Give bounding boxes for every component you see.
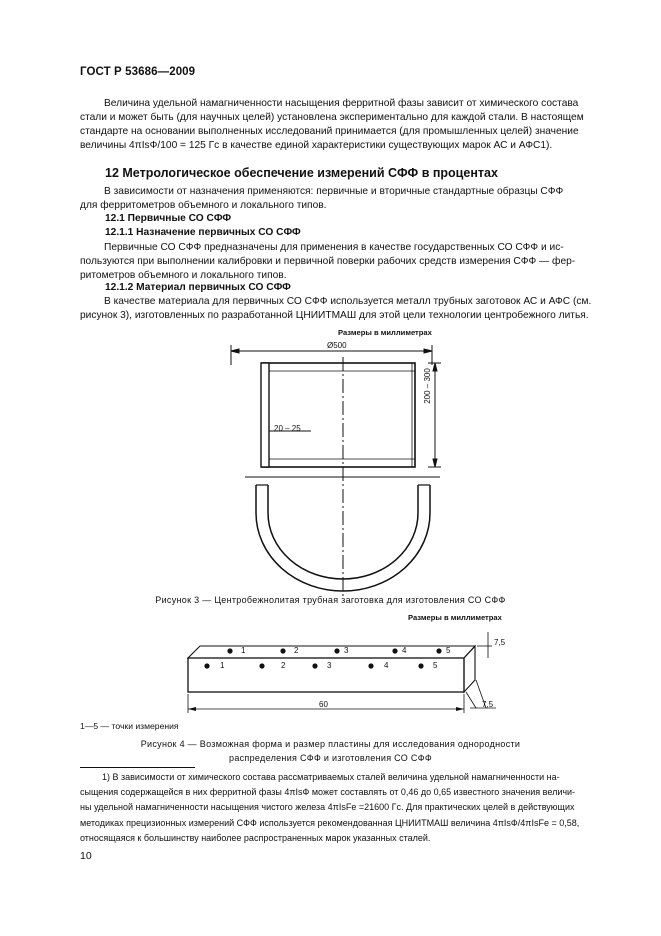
section-title: 12 Метрологическое обеспечение измерений СФФ в процентах: [105, 166, 498, 180]
text-line: пользуются при выполнении калибровки и первичной поверки рабочих средств измерения СФФ — фер-: [80, 256, 576, 267]
figure4-legend: 1—5 — точки измерения: [80, 721, 179, 731]
measure-point-dot: [204, 663, 209, 668]
text-line: В качестве материала для первичных СО СФФ используется металл трубных заготовок АС и АФС (см.: [104, 296, 592, 307]
measure-point-dot: [368, 663, 373, 668]
measure-point-dot: [227, 648, 232, 653]
point-label: 4: [384, 661, 389, 670]
text-line: рисунок 3), изготовленных по разработанной ЦНИИТМАШ для этой цели технологии центробежного литья.: [80, 310, 589, 321]
footnote-line: ны удельной намагниченности насыщения чистого железа 4πIsFe =21600 Гс. Для практических целей в действующих: [80, 802, 575, 813]
point-label: 5: [446, 646, 451, 655]
plate-length-label: 60: [319, 700, 328, 709]
paragraph-primary-purpose: [80, 241, 585, 283]
footnote-line: 1) В зависимости от химического состава рассматриваемых сталей величина удельной намагниченности на-: [102, 772, 560, 782]
figure4-plate-drawing: [180, 628, 500, 714]
height-label: 200 – 300: [423, 368, 432, 404]
point-label: 1: [220, 661, 225, 670]
measure-point-dot: [259, 663, 264, 668]
point-label: 3: [327, 661, 332, 670]
plate-height-label: 7,5: [494, 638, 506, 647]
subsection-12-1-2: 12.1.2 Материал первичных СО СФФ: [105, 282, 291, 293]
figure3-caption: Рисунок 3 — Центробежнолитая трубная заготовка для изготовления СО СФФ: [155, 595, 506, 605]
figure4-dims-note: Размеры в миллиметрах: [408, 613, 502, 622]
paragraph-material: [80, 295, 592, 323]
subsection-12-1: 12.1 Первичные СО СФФ: [105, 213, 232, 224]
text-line: стандарте на основании выполненных исследований принимается (для промышленных целей) значение: [80, 126, 579, 137]
document-header: ГОСТ Р 53686—2009: [80, 66, 196, 78]
point-label: 2: [281, 661, 286, 670]
subsection-12-1-1: 12.1.1 Назначение первичных СО СФФ: [105, 227, 301, 238]
paragraph-purpose: [80, 185, 585, 213]
footnote-line: сыщения содержащейся в них ферритной фазы 4πIsФ может составлять от 0,46 до 0,65 известного значения величи-: [80, 787, 576, 798]
point-label: 3: [344, 646, 349, 655]
footnote-line: относящаяся к большинству наиболее распространенных марок указанных сталей.: [80, 832, 431, 843]
footnote-line: методиках прецизионных измерений СФФ используется рекомендованная ЦНИИТМАШ величина 4πIsФ/4πIsFe = 0,58,: [80, 817, 580, 828]
text-line: стали и может быть (для научных целей) установлена экспериментально для каждой стали. В настоящем: [80, 112, 584, 123]
footnote-separator: [80, 767, 195, 768]
footnote: [80, 770, 585, 846]
text-line: В зависимости от назначения применяются: первичные и вторичные стандартные образцы СФФ: [104, 186, 564, 197]
measure-point-dot: [418, 663, 423, 668]
text-line: для ферритометров объемного и локального типов.: [80, 200, 327, 211]
diameter-label: Ø500: [327, 341, 347, 350]
page-number: 10: [80, 850, 92, 862]
point-label: 2: [294, 646, 299, 655]
plate-depth-label: 7,5: [482, 700, 494, 709]
point-label: 4: [402, 646, 407, 655]
figure3-pipe-blank-drawing: [215, 335, 455, 597]
paragraph-ferrite-magnetization: [80, 97, 585, 153]
figure3-dims-note: Размеры в миллиметрах: [338, 328, 432, 337]
plate-front-face: [188, 658, 464, 692]
text-line: ритометров объемного и локального типов.: [80, 270, 287, 281]
measure-point-dot: [436, 648, 441, 653]
text-line: Величина удельной намагниченности насыщения ферритной фазы зависит от химического состава: [104, 98, 579, 109]
pipe-wall-left: [261, 363, 269, 467]
measure-point-dot: [334, 648, 339, 653]
measure-point-dot: [392, 648, 397, 653]
pipe-front-view: [262, 363, 415, 467]
point-label: 1: [241, 646, 246, 655]
text-line: величины 4πIsФ/100 = 125 Гс в качестве единой характеристики существующих марок АС и АФС1).: [80, 140, 553, 151]
wall-thickness-label: 20 – 25: [274, 424, 301, 433]
text-line: Первичные СО СФФ предназначены для применения в качестве государственных СО СФФ и ис-: [104, 242, 564, 253]
figure4-caption-line1: Рисунок 4 — Возможная форма и размер пластины для исследования однородности: [140, 739, 521, 749]
measure-point-dot: [312, 663, 317, 668]
figure4-caption-line2: распределения СФФ и изготовления СО СФФ: [229, 753, 432, 763]
plate-side-face: [464, 646, 475, 692]
measure-point-dot: [280, 648, 285, 653]
point-label: 5: [433, 661, 438, 670]
